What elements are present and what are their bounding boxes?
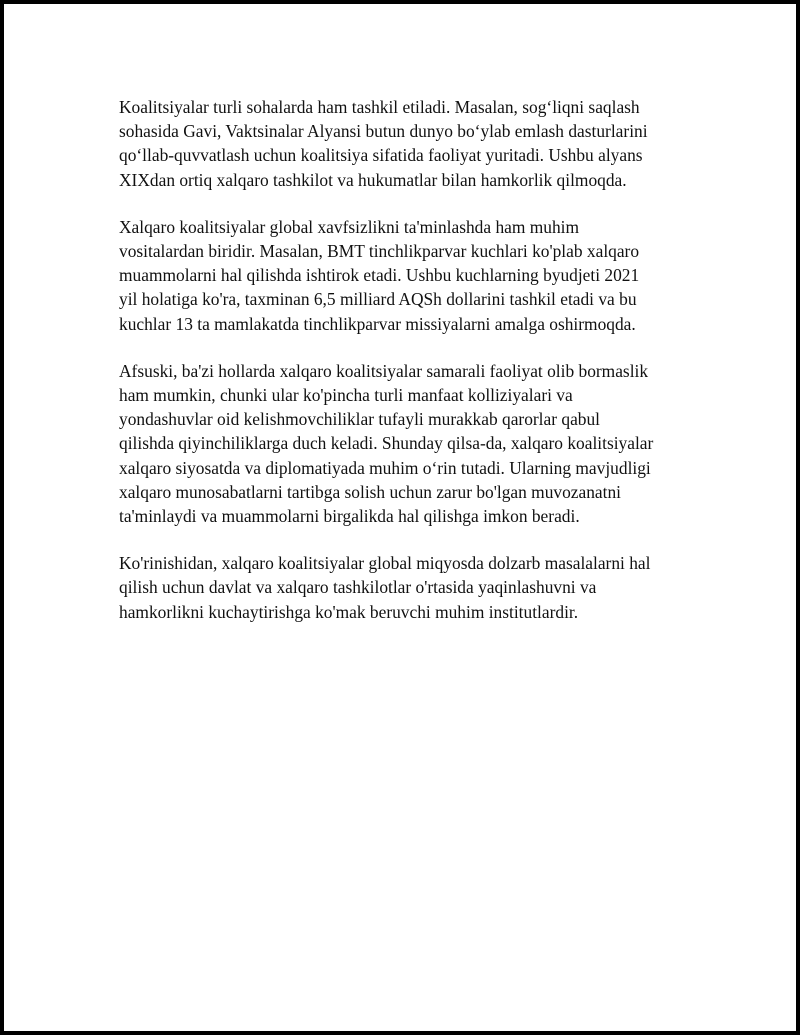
- paragraph-line: Koalitsiyalar turli sohalarda ham tashkil etiladi. Masalan, sog‘liqni saqlash: [119, 97, 640, 117]
- paragraph-line: xalqaro munosabatlarni tartibga solish uchun zarur bo'lgan muvozanatni: [119, 481, 622, 502]
- paragraph-line: muammolarni hal qilishda ishtirok etadi. Ushbu kuchlarning byudjeti 2021: [119, 265, 640, 286]
- paragraph-3: [119, 359, 699, 528]
- paragraph-line: yondashuvlar oid kelishmovchiliklar tufayli murakkab qarorlar qabul: [119, 409, 601, 430]
- paragraph-line: ham mumkin, chunki ular ko'pincha turli manfaat kolliziyalari va: [119, 385, 573, 406]
- paragraph-line: qilish uchun davlat va xalqaro tashkilotlar o'rtasida yaqinlashuvni va: [119, 577, 597, 598]
- paragraph-1: [119, 95, 699, 192]
- paragraph-line: Ko'rinishidan, xalqaro koalitsiyalar global miqyosda dolzarb masalalarni hal: [119, 553, 651, 574]
- paragraph-line: vositalardan biridir. Masalan, BMT tinchlikparvar kuchlari ko'plab xalqaro: [119, 241, 640, 262]
- document-body: [119, 95, 699, 647]
- paragraph-line: qilishda qiyinchiliklarga duch keladi. Shunday qilsa-da, xalqaro koalitsiyalar: [119, 433, 654, 454]
- paragraph-line: hamkorlikni kuchaytirishga ko'mak beruvchi muhim institutlardir.: [119, 601, 579, 622]
- paragraph-line: qo‘llab-quvvatlash uchun koalitsiya sifatida faoliyat yuritadi. Ushbu alyans: [119, 145, 643, 166]
- paragraph-4: [119, 551, 699, 624]
- paragraph-line: kuchlar 13 ta mamlakatda tinchlikparvar missiyalarni amalga oshirmoqda.: [119, 313, 636, 334]
- paragraph-line: Xalqaro koalitsiyalar global xavfsizlikni ta'minlashda ham muhim: [119, 216, 580, 237]
- paragraph-2: [119, 215, 699, 336]
- paragraph-line: sohasida Gavi, Vaktsinalar Alyansi butun dunyo bo‘ylab emlash dasturlarini: [119, 121, 648, 142]
- paragraph-line: XIXdan ortiq xalqaro tashkilot va hukumatlar bilan hamkorlik qilmoqda.: [119, 169, 627, 190]
- paragraph-line: xalqaro siyosatda va diplomatiyada muhim o‘rin tutadi. Ularning mavjudligi: [119, 457, 651, 478]
- paragraph-line: yil holatiga ko'ra, taxminan 6,5 milliard AQSh dollarini tashkil etadi va bu: [119, 289, 637, 310]
- paragraph-line: ta'minlaydi va muammolarni birgalikda hal qilishga imkon beradi.: [119, 506, 580, 527]
- paragraph-line: Afsuski, ba'zi hollarda xalqaro koalitsiyalar samarali faoliyat olib bormaslik: [119, 360, 649, 381]
